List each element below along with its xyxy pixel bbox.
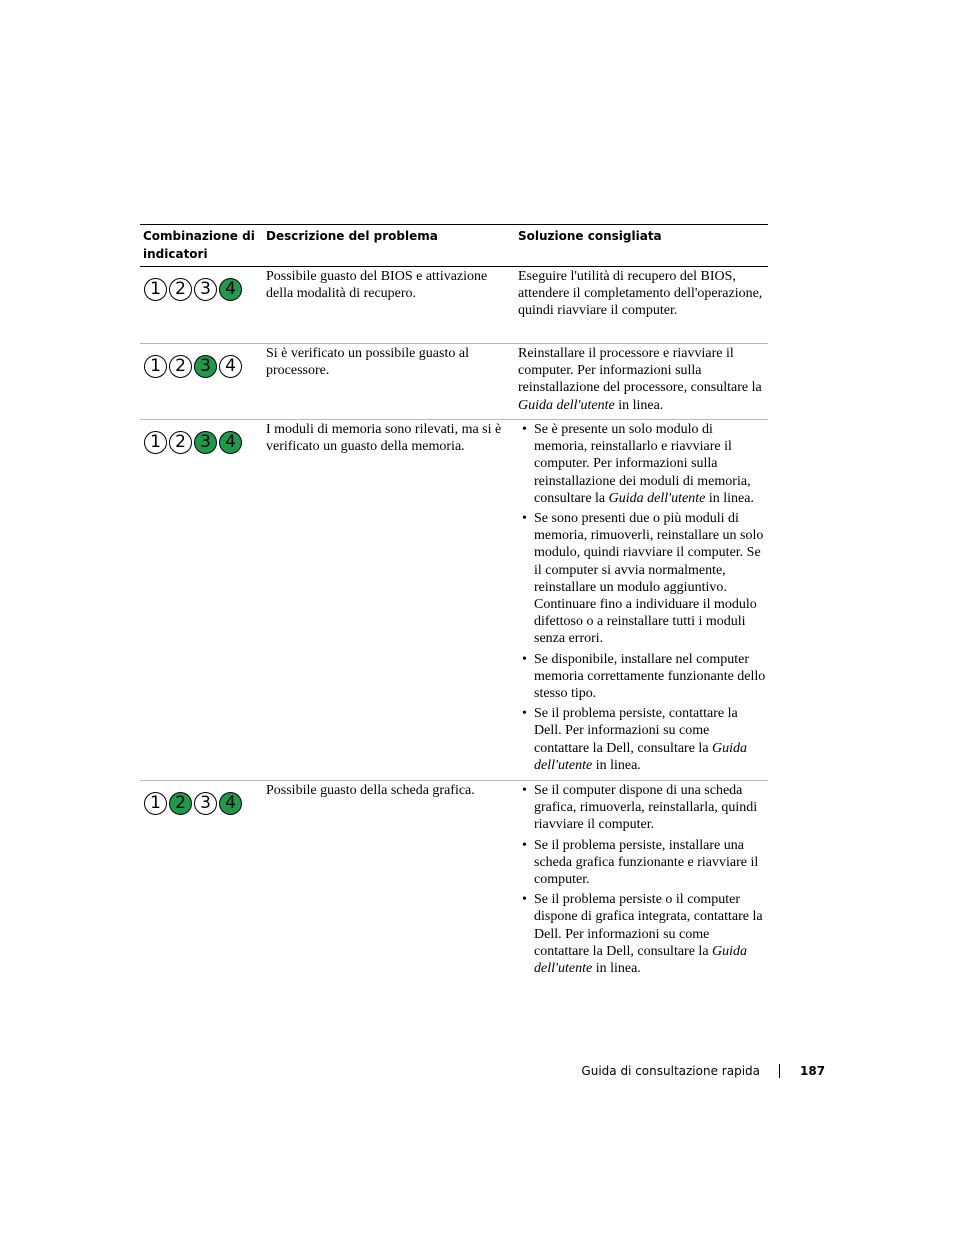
user-guide-reference: Guida dell'utente <box>518 397 615 413</box>
solution-list <box>518 421 768 774</box>
bullet-text-end: in linea. <box>592 757 641 773</box>
table-header <box>140 225 768 267</box>
page-footer <box>0 1062 954 1080</box>
diagnostic-light-1-off: 1 <box>144 792 167 815</box>
bullet-text: Se è presente un solo modulo di memoria, reinstallarlo e riavviare il computer. Per informazioni sulla reinstallazione dei moduli di memoria, consultare la <box>534 422 751 506</box>
bullet-text: Se il computer dispone di una scheda grafica, rimuoverla, reinstallarla, quindi riavviare il computer. <box>534 783 758 833</box>
diagnostic-light-2-off: 2 <box>169 355 192 378</box>
header-indicators-line1: Combinazione di <box>143 229 255 243</box>
solution-bullet <box>518 891 768 977</box>
diagnostic-light-2-off: 2 <box>169 431 192 454</box>
indicator-lights <box>140 781 263 981</box>
header-description: Descrizione del problema <box>266 229 438 243</box>
indicator-lights <box>140 267 263 343</box>
diagnostic-light-3-off: 3 <box>194 278 217 301</box>
problem-description: I moduli di memoria sono rilevati, ma si è verificato un guasto della memoria. <box>266 422 502 455</box>
bullet-text: Se il problema persiste o il computer dispone di grafica integrata, contattare la Dell. Per informazioni su come contattare la Dell, consultare la <box>534 892 763 959</box>
indicator-table <box>140 224 768 981</box>
page-number: 187 <box>800 1064 826 1078</box>
bullet-text: Se il problema persiste, installare una scheda grafica funzionante e riavviare il computer. <box>534 837 759 888</box>
diagnostic-light-4-on: 4 <box>219 431 242 454</box>
problem-description: Possibile guasto del BIOS e attivazione della modalità di recupero. <box>266 269 488 302</box>
solution-list <box>518 782 768 977</box>
bullet-text: Se sono presenti due o più moduli di memoria, rimuoverli, reinstallare un solo modulo, quindi riavviare il computer. Se il computer si avvia normalmente, reinstallare un modulo aggiuntivo. Continuare fino a individuare il modulo difettoso o a reinstallare tutti i moduli senza errori. <box>534 511 764 647</box>
bullet-text-end: in linea. <box>705 490 754 506</box>
solution-bullet <box>518 510 768 648</box>
diagnostic-light-3-off: 3 <box>194 792 217 815</box>
user-guide-reference: Guida dell'utente <box>534 740 748 773</box>
diagnostic-light-2-on: 2 <box>169 792 192 815</box>
solution-bullet <box>518 421 768 507</box>
solution-text-end: in linea. <box>614 397 664 413</box>
solution-text: Reinstallare il processore e riavviare il computer. Per informazioni sulla reinstallazione del processore, consultare la <box>518 346 762 396</box>
diagnostic-light-4-on: 4 <box>219 792 242 815</box>
problem-description: Si è verificato un possibile guasto al processore. <box>266 346 469 379</box>
footer-divider <box>779 1064 780 1078</box>
diagnostic-light-4-on: 4 <box>219 278 242 301</box>
recommended-solution: Eseguire l'utilità di recupero del BIOS, attendere il completamento dell'operazione, quindi riavviare il computer. <box>518 269 763 319</box>
table-row <box>140 420 768 781</box>
bullet-text-end: in linea. <box>592 961 641 977</box>
diagnostic-light-2-off: 2 <box>169 278 192 301</box>
solution-bullet <box>518 782 768 834</box>
header-indicators <box>140 225 263 266</box>
user-guide-reference: Guida dell'utente <box>534 943 748 977</box>
solution-bullet <box>518 837 768 889</box>
diagnostic-light-1-off: 1 <box>144 431 167 454</box>
problem-description: Possibile guasto della scheda grafica. <box>266 783 475 798</box>
solution-bullet <box>518 705 768 774</box>
indicator-lights <box>140 420 263 780</box>
recommended-solution <box>515 781 768 981</box>
footer-title: Guida di consultazione rapida <box>581 1064 760 1078</box>
recommended-solution <box>515 344 768 419</box>
diagnostic-light-1-off: 1 <box>144 278 167 301</box>
solution-bullet <box>518 651 768 703</box>
header-solution: Soluzione consigliata <box>518 229 662 243</box>
recommended-solution <box>515 420 768 780</box>
diagnostic-light-4-off: 4 <box>219 355 242 378</box>
header-indicators-line2: indicatori <box>143 247 208 261</box>
table-row <box>140 781 768 981</box>
user-guide-reference: Guida dell'utente <box>608 490 706 506</box>
bullet-text: Se disponibile, installare nel computer memoria correttamente funzionante dello stesso tipo. <box>534 651 766 702</box>
diagnostic-light-1-off: 1 <box>144 355 167 378</box>
bullet-text: Se il problema persiste, contattare la Dell. Per informazioni su come contattare la Dell, consultare la <box>534 706 738 756</box>
diagnostic-light-3-on: 3 <box>194 355 217 378</box>
table-row <box>140 267 768 344</box>
table-row <box>140 344 768 420</box>
diagnostic-light-3-on: 3 <box>194 431 217 454</box>
indicator-lights <box>140 344 263 419</box>
